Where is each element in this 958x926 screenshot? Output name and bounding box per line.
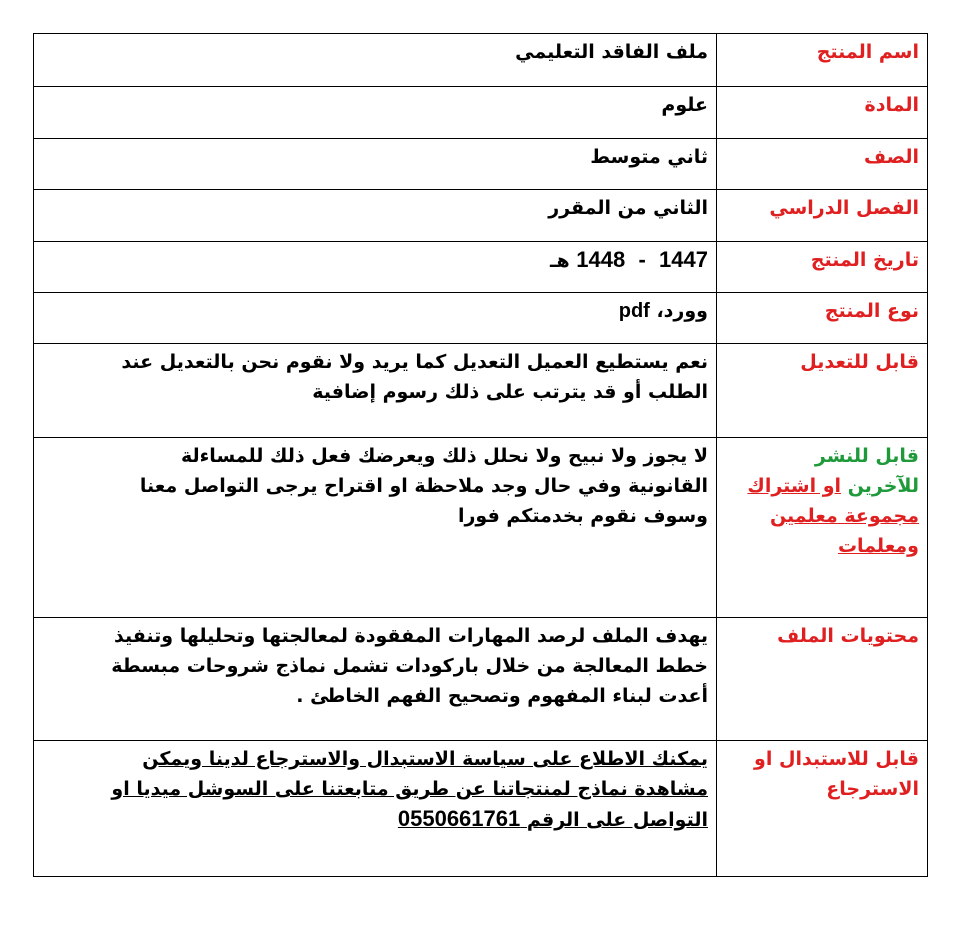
phone-number[interactable]: 0550661761 xyxy=(397,806,521,831)
year-start: 1447 xyxy=(659,247,708,272)
row-label: تاريخ المنتج xyxy=(717,242,928,293)
text-line: القانونية وفي حال وجد ملاحظة او اقتراح يرجى التواصل معنا xyxy=(139,475,708,497)
table-row xyxy=(34,293,928,344)
editable-value xyxy=(34,344,717,438)
text-line[interactable]: يمكنك الاطلاع على سياسة الاستبدال والاسترجاع لدينا ويمكن xyxy=(142,748,708,770)
table-row xyxy=(34,618,928,741)
label-part: الاسترجاع xyxy=(826,778,919,800)
label-part: قابل للنشر xyxy=(814,445,919,467)
text-line: خطط المعالجة من خلال باركودات تشمل نماذج شروحات مبسطة xyxy=(111,655,708,677)
product-name-value: ملف الفاقد التعليمي xyxy=(34,34,717,87)
semester-value: الثاني من المقرر xyxy=(34,190,717,242)
pdf-format: pdf xyxy=(618,300,650,322)
word-format: وورد، xyxy=(656,300,708,322)
text-line[interactable]: التواصل على الرقم xyxy=(526,809,708,831)
row-label xyxy=(717,741,928,877)
text-line[interactable]: مشاهدة نماذج لمنتجاتنا عن طريق متابعتنا على السوشل ميديا او xyxy=(111,778,708,800)
row-label: نوع المنتج xyxy=(717,293,928,344)
row-label: قابل للتعديل xyxy=(717,344,928,438)
date-value xyxy=(34,242,717,293)
row-label xyxy=(717,438,928,618)
table-row xyxy=(34,242,928,293)
row-label: الفصل الدراسي xyxy=(717,190,928,242)
year-end: 1448 xyxy=(576,247,626,272)
label-part: قابل للاستبدال او xyxy=(754,748,919,770)
text-line: الطلب أو قد يترتب على ذلك رسوم إضافية xyxy=(312,381,708,403)
table-row xyxy=(34,190,928,242)
exchange-policy-value[interactable] xyxy=(34,741,717,877)
contents-value xyxy=(34,618,717,741)
text-line: لا يجوز ولا نبيح ولا نحلل ذلك ويعرضك فعل ذلك للمساءلة xyxy=(180,445,708,467)
row-label: المادة xyxy=(717,87,928,139)
grade-value: ثاني متوسط xyxy=(34,139,717,190)
subject-value: علوم xyxy=(34,87,717,139)
label-part: ومعلمات xyxy=(837,535,919,557)
product-info-table xyxy=(33,33,928,877)
text-line: وسوف نقوم بخدمتكم فورا xyxy=(457,505,708,527)
table-row xyxy=(34,741,928,877)
row-label: الصف xyxy=(717,139,928,190)
text-line: يهدف الملف لرصد المهارات المفقودة لمعالجتها وتحليلها وتنفيذ xyxy=(114,625,708,647)
hijri-suffix: هـ xyxy=(550,250,570,272)
table-row xyxy=(34,438,928,618)
table-row xyxy=(34,139,928,190)
text-line: نعم يستطيع العميل التعديل كما يريد ولا نقوم نحن بالتعديل عند xyxy=(121,351,708,373)
row-label: اسم المنتج xyxy=(717,34,928,87)
label-part: مجموعة معلمين xyxy=(769,505,919,527)
product-type-value xyxy=(34,293,717,344)
publishing-value xyxy=(34,438,717,618)
row-label: محتويات الملف xyxy=(717,618,928,741)
year-separator: - xyxy=(638,247,646,272)
table-row xyxy=(34,87,928,139)
table-row xyxy=(34,34,928,87)
text-line: أعدت لبناء المفهوم وتصحيح الفهم الخاطئ . xyxy=(296,685,708,707)
table-row xyxy=(34,344,928,438)
label-part: او اشتراك xyxy=(747,475,842,497)
label-part: للآخرين xyxy=(847,475,919,497)
